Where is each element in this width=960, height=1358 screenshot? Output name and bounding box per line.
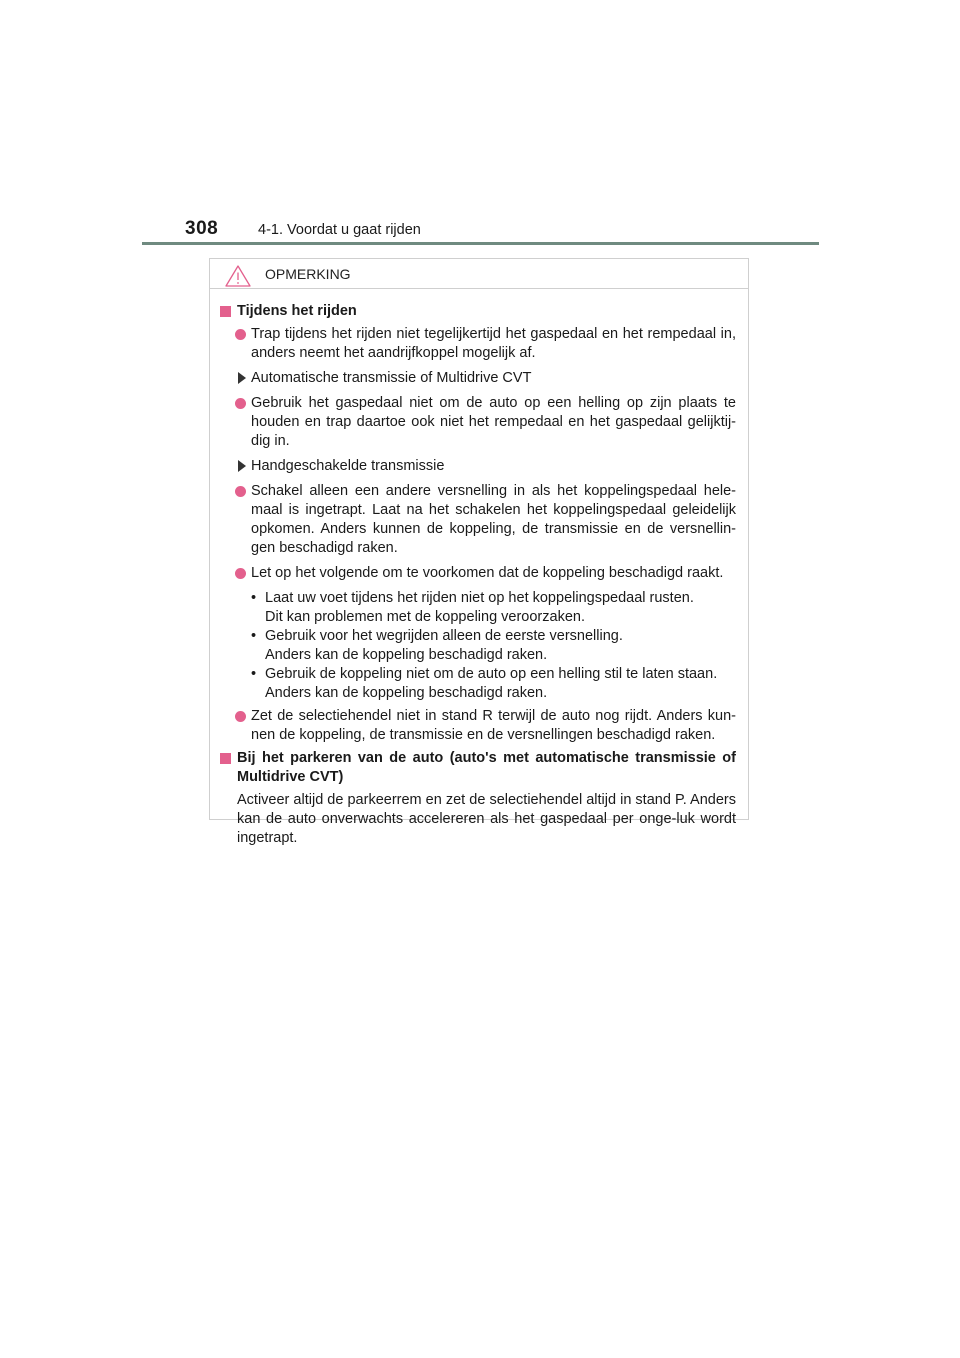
bullet-item — [218, 564, 740, 583]
round-bullet-icon — [235, 711, 246, 722]
bullet-text: Let op het volgende om te voorkomen dat de koppeling beschadigd raakt. — [251, 565, 724, 581]
heading-text: Tijdens het rijden — [237, 303, 357, 319]
section-heading — [218, 749, 740, 787]
section-title: 4-1. Voordat u gaat rijden — [258, 222, 421, 238]
transmission-subheading — [218, 457, 740, 476]
list-item — [251, 665, 740, 703]
subheading-text: Handgeschakelde transmissie — [251, 458, 445, 474]
bullet-text: Gebruik het gaspedaal niet om de auto op een helling op zijn plaats te houden en trap daartoe ook niet het rempedaal en het gaspedaal gelijktij-dig in. — [251, 395, 736, 449]
precaution-list — [218, 589, 740, 703]
notice-label: OPMERKING — [265, 265, 351, 282]
notice-box — [209, 258, 749, 846]
list-item — [251, 627, 740, 665]
list-item — [251, 589, 740, 627]
bullet-item — [218, 394, 740, 451]
section-heading — [218, 302, 740, 321]
square-bullet-icon — [220, 306, 231, 317]
subheading-text: Automatische transmissie of Multidrive CVT — [251, 370, 532, 386]
warning-triangle-icon — [225, 265, 251, 287]
bullet-text: Trap tijdens het rijden niet tegelijkertijd het gaspedaal en het rempedaal in, anders neemt het aandrijfkoppel mogelijk af. — [251, 326, 736, 361]
notice-header — [210, 259, 748, 289]
arrow-right-icon — [238, 460, 246, 472]
paragraph: Activeer altijd de parkeerrem en zet de selectiehendel altijd in stand P. Anders kan de auto onverwachts accelereren als het gaspedaal per onge-luk wordt ingetrapt. — [237, 792, 736, 846]
page-number: 308 — [185, 218, 219, 239]
round-bullet-icon — [235, 329, 246, 340]
bullet-item — [218, 707, 740, 745]
list-bullet: • — [251, 666, 257, 682]
heading-text: Bij het parkeren van de auto (auto's met automatische transmissie of Multidrive CVT) — [237, 750, 736, 785]
list-item-text: Gebruik voor het wegrijden alleen de eerste versnelling. — [265, 628, 623, 644]
header-rule — [142, 242, 819, 245]
bullet-item — [218, 482, 740, 558]
list-item-note: Anders kan de koppeling beschadigd raken. — [265, 685, 548, 701]
list-item-note: Dit kan problemen met de koppeling veroorzaken. — [265, 609, 585, 625]
round-bullet-icon — [235, 486, 246, 497]
notice-body — [210, 289, 748, 848]
transmission-subheading — [218, 369, 740, 388]
square-bullet-icon — [220, 753, 231, 764]
list-item-note: Anders kan de koppeling beschadigd raken. — [265, 647, 548, 663]
bullet-text: Schakel alleen een andere versnelling in als het koppelingspedaal hele-maal is ingetrapt. Laat na het schakelen het koppelingspedaal geleidelijk opkomen. Anders kunnen de koppeling, de transmissie en de versnellin-gen beschadigd raken. — [251, 483, 736, 556]
arrow-right-icon — [238, 372, 246, 384]
list-item-text: Laat uw voet tijdens het rijden niet op het koppelingspedaal rusten. — [265, 590, 694, 606]
bullet-text: Zet de selectiehendel niet in stand R terwijl de auto nog rijdt. Anders kun-nen de koppeling, de transmissie en de versnellingen beschadigd raken. — [251, 708, 736, 743]
bullet-item — [218, 325, 740, 363]
round-bullet-icon — [235, 568, 246, 579]
list-bullet: • — [251, 628, 257, 644]
list-bullet: • — [251, 590, 257, 606]
round-bullet-icon — [235, 398, 246, 409]
list-item-text: Gebruik de koppeling niet om de auto op een helling stil te laten staan. — [265, 666, 718, 682]
